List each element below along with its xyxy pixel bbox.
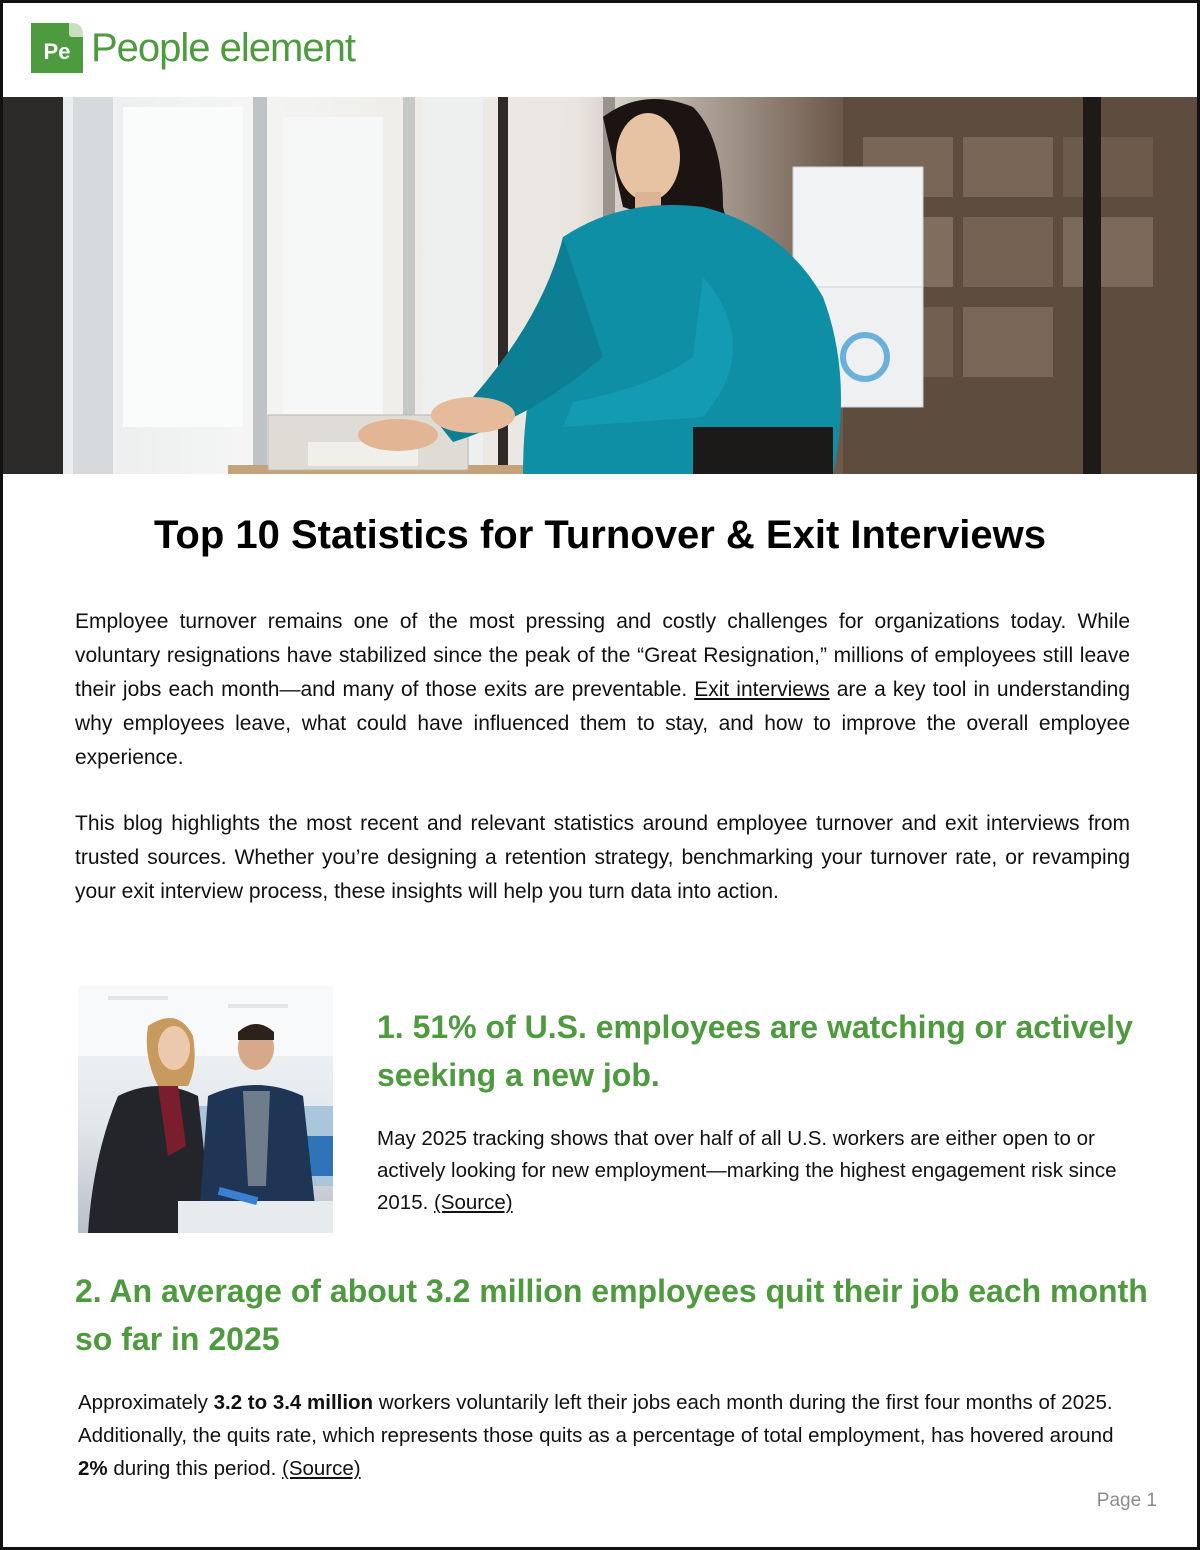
stat1-heading: 1. 51% of U.S. employees are watching or actively seeking a new job. bbox=[377, 1009, 1133, 1093]
logo-badge-icon: Pe bbox=[31, 23, 83, 73]
stat2-heading: 2. An average of about 3.2 million employees quit their job each month so far in 2025 bbox=[75, 1273, 1148, 1357]
stat1-body bbox=[377, 1123, 1137, 1219]
hero-photo bbox=[3, 97, 1197, 474]
stat2-body bbox=[78, 1386, 1138, 1485]
intro-paragraph-2: This blog highlights the most recent and relevant statistics around employee turnover and exit interviews from trusted sources. Whether you’re designing a retention strategy, benchmarking your turnover rate, or revamping your exit interview process, these insights will help you turn data into action. bbox=[75, 812, 1130, 903]
page-title: Top 10 Statistics for Turnover & Exit Interviews bbox=[153, 513, 1047, 557]
logo-wordmark: People element bbox=[91, 25, 355, 70]
stat1-illustration bbox=[78, 986, 333, 1233]
intro-paragraph-1 bbox=[75, 605, 1130, 775]
brand-logo[interactable] bbox=[31, 23, 355, 73]
intro-p1-text-a: Employee turnover remains one of the most pressing and costly challenges for organizations today. While voluntary resignations have stabilized since the peak of the “Great Resignation,” millions of employees still leave their jobs each month—and many of those exits are preventable. bbox=[75, 610, 1130, 701]
exit-interviews-link[interactable]: Exit interviews bbox=[694, 678, 830, 701]
stat1-source-link[interactable]: (Source) bbox=[434, 1191, 513, 1214]
stat1-photo bbox=[78, 986, 333, 1233]
stat1-body-text: May 2025 tracking shows that over half of all U.S. workers are either open to or actively looking for new employment—marking the highest engagement risk since 2015. bbox=[377, 1127, 1117, 1214]
stat2-text-b: workers voluntarily left their jobs each month during the first four months of 2025. Additionally, the quits rate, which represents those quits as a percentage of total employment, has hovered around bbox=[78, 1391, 1114, 1447]
stat2-text-a: Approximately bbox=[78, 1391, 214, 1414]
stat2-text-c: during this period. bbox=[107, 1457, 282, 1480]
stat2-bold-range: 3.2 to 3.4 million bbox=[213, 1391, 374, 1414]
stat2-source-link[interactable]: (Source) bbox=[282, 1457, 361, 1480]
stat2-bold-rate: 2% bbox=[78, 1457, 108, 1480]
page-number: Page 1 bbox=[1096, 1490, 1157, 1511]
hero-illustration bbox=[3, 97, 1197, 474]
intro-p1-text-b: are a key tool in understanding why employees leave, what could have influenced them to stay, and how to improve the overall employee experience. bbox=[75, 678, 1131, 769]
